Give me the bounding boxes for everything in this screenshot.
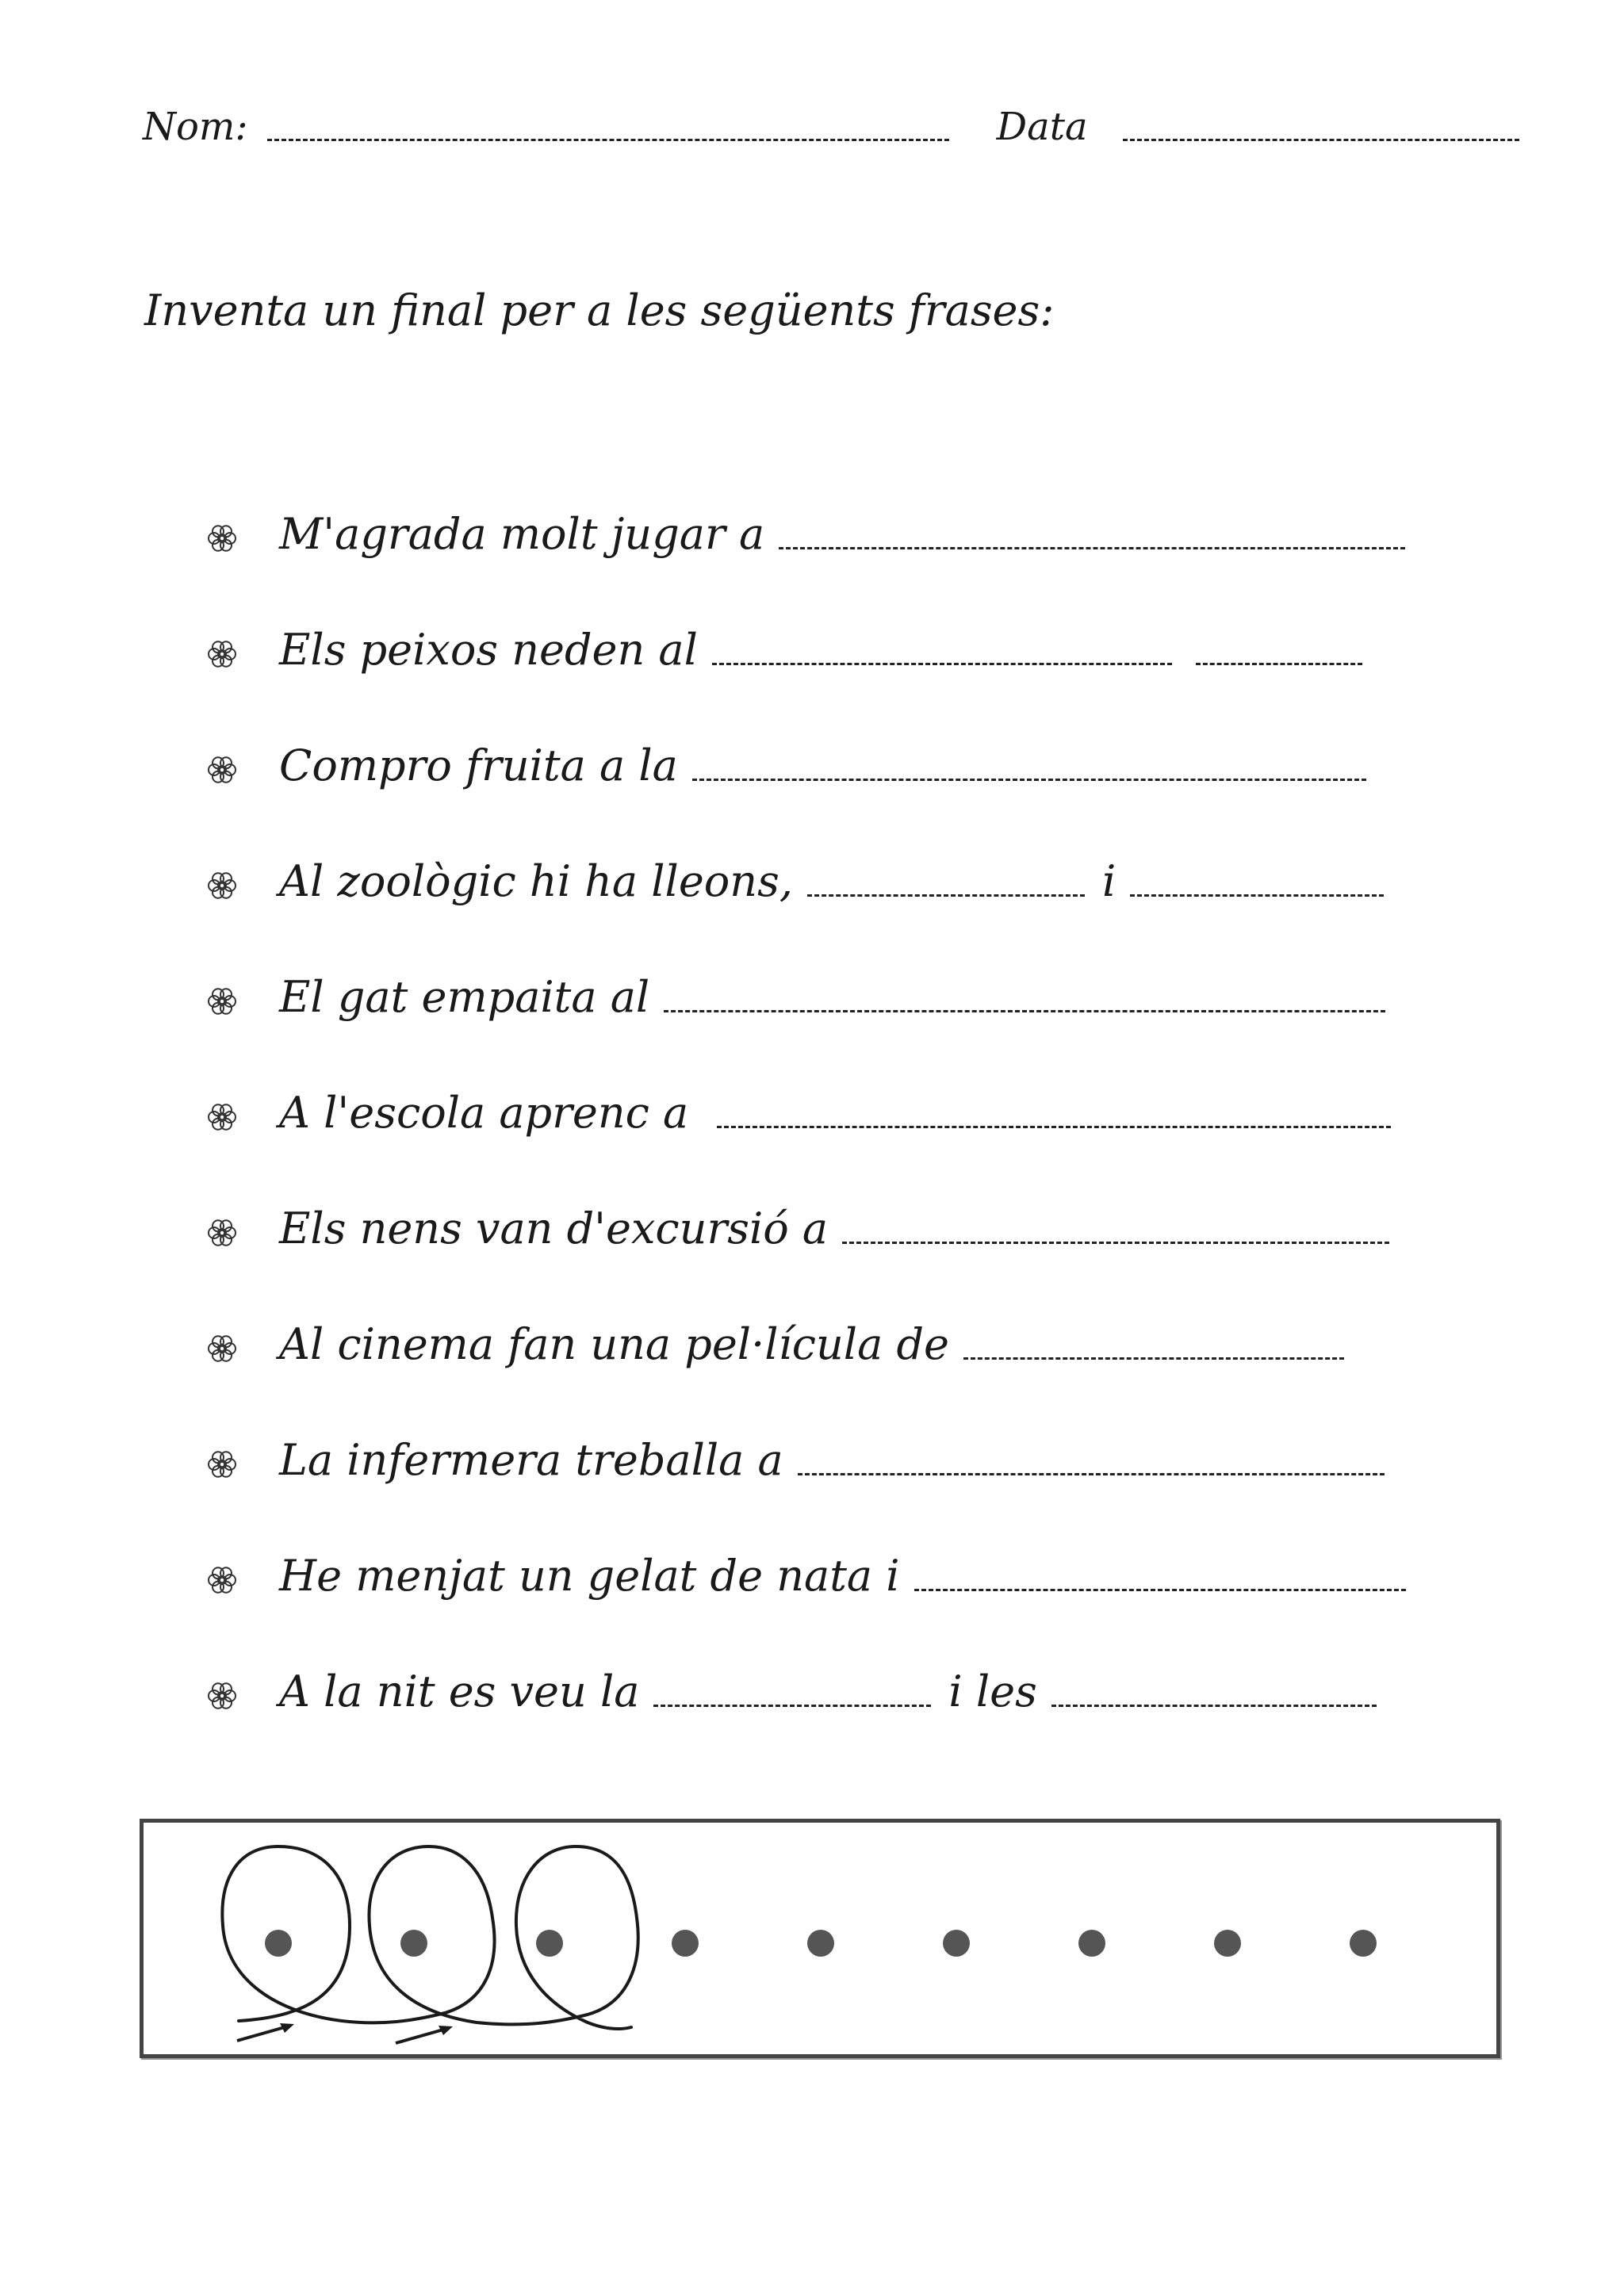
name-label: Nom:	[143, 105, 248, 149]
instruction-text: Inventa un final per a les següents frases:	[144, 285, 1055, 335]
answer-blank[interactable]	[842, 1242, 1389, 1244]
flower-bullet-icon	[205, 979, 239, 1014]
handwriting-practice-box	[140, 1819, 1500, 2058]
tracing-dot	[943, 1930, 970, 1957]
tracing-dot	[1078, 1930, 1105, 1957]
answer-blank[interactable]	[1196, 663, 1362, 665]
list-item	[205, 1170, 1442, 1286]
list-item	[205, 1633, 1442, 1749]
flower-bullet-icon	[205, 1211, 239, 1246]
header-row	[143, 94, 1530, 149]
flower-bullet-icon	[205, 1095, 239, 1130]
sentence-text: Al cinema fan una pel·lícula de	[279, 1318, 949, 1369]
list-item	[205, 591, 1442, 707]
sentence-text: Els nens van d'excursió a	[279, 1203, 829, 1253]
connector-text: i	[1101, 855, 1116, 906]
tracing-dot	[400, 1930, 427, 1957]
tracing-dot	[1214, 1930, 1241, 1957]
flower-bullet-icon	[205, 748, 239, 783]
answer-blank[interactable]	[1051, 1705, 1377, 1707]
sentence-list	[205, 476, 1442, 1749]
flower-bullet-icon	[205, 632, 239, 667]
arrow-icon	[237, 2023, 294, 2041]
flower-bullet-icon	[205, 1442, 239, 1477]
sentence-text: M'agrada molt jugar a	[279, 508, 765, 559]
sentence-text: El gat empaita al	[279, 971, 650, 1022]
sentence-text: A l'escola aprenc a	[279, 1087, 689, 1138]
answer-blank[interactable]	[779, 547, 1405, 549]
arrow-icon	[396, 2026, 453, 2043]
name-field[interactable]	[267, 139, 949, 141]
answer-blank[interactable]	[807, 894, 1085, 897]
flower-bullet-icon	[205, 516, 239, 551]
list-item	[205, 1402, 1442, 1517]
tracing-dot	[672, 1930, 699, 1957]
flower-bullet-icon	[205, 863, 239, 898]
sentence-text: A la nit es veu la	[279, 1666, 640, 1716]
answer-blank[interactable]	[717, 1126, 1391, 1128]
list-item	[205, 823, 1442, 939]
tracing-dot	[807, 1930, 834, 1957]
answer-blank[interactable]	[653, 1705, 931, 1707]
answer-blank[interactable]	[692, 779, 1366, 781]
answer-blank[interactable]	[1130, 894, 1384, 897]
list-item	[205, 1517, 1442, 1633]
list-item	[205, 939, 1442, 1054]
sentence-text: Al zoològic hi ha lleons,	[279, 855, 793, 906]
flower-bullet-icon	[205, 1326, 239, 1361]
tracing-dot	[265, 1930, 292, 1957]
sentence-text: He menjat un gelat de nata i	[279, 1550, 900, 1601]
loop-tracing-icon[interactable]	[144, 1823, 1496, 2054]
sentence-text: Compro fruita a la	[279, 740, 678, 790]
flower-bullet-icon	[205, 1674, 239, 1709]
tracing-dot	[1350, 1930, 1377, 1957]
list-item	[205, 707, 1442, 823]
connector-text: i les	[948, 1666, 1037, 1716]
answer-blank[interactable]	[664, 1010, 1385, 1012]
answer-blank[interactable]	[798, 1473, 1385, 1475]
date-label: Data	[996, 105, 1088, 149]
tracing-dot	[536, 1930, 563, 1957]
answer-blank[interactable]	[712, 663, 1172, 665]
tracing-dots	[265, 1930, 1377, 1957]
answer-blank[interactable]	[963, 1357, 1344, 1360]
sentence-text: La infermera treballa a	[279, 1434, 783, 1485]
list-item	[205, 1054, 1442, 1170]
sentence-text: Els peixos neden al	[279, 624, 698, 675]
list-item	[205, 476, 1442, 591]
date-field[interactable]	[1123, 139, 1519, 141]
answer-blank[interactable]	[914, 1589, 1406, 1591]
flower-bullet-icon	[205, 1558, 239, 1593]
list-item	[205, 1286, 1442, 1402]
